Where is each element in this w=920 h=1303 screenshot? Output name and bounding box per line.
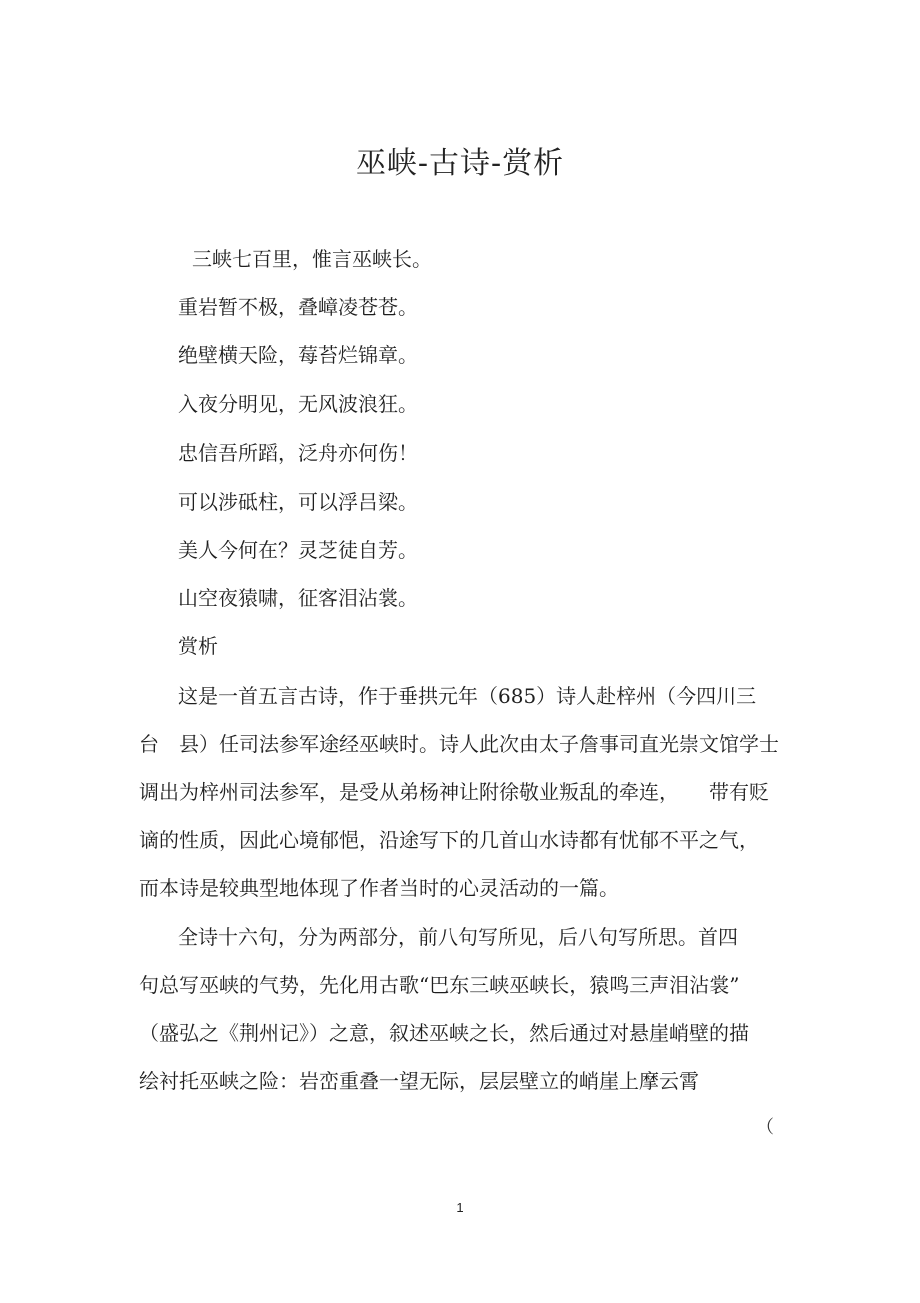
trailing-parenthesis: （	[756, 1117, 774, 1138]
paragraph-line: 调出为梓州司法参军，是受从弟杨神让附徐敬业叛乱的牵连， 带有贬	[139, 780, 769, 804]
poem-line: 山空夜猿啸，征客泪沾裳。	[178, 586, 418, 610]
paragraph-line: （盛弘之《荆州记》）之意，叙述巫峡之长，然后通过对悬崖峭壁的描	[139, 1021, 749, 1045]
section-heading: 赏析	[178, 634, 218, 658]
poem-line: 可以涉砥柱，可以浮吕梁。	[178, 490, 418, 514]
poem-line: 重岩暂不极，叠嶂凌苍苍。	[178, 295, 418, 319]
paragraph-line: 全诗十六句，分为两部分，前八句写所见，后八句写所思。首四	[178, 925, 738, 949]
poem-line: 入夜分明见，无风波浪狂。	[178, 392, 418, 416]
poem-line: 忠信吾所蹈，泛舟亦何伤！	[178, 441, 418, 465]
poem-line: 美人今何在？灵芝徒自芳。	[178, 538, 418, 562]
paragraph-line: 绘衬托巫峡之险：岩峦重叠一望无际，层层壁立的峭崖上摩云霄	[139, 1069, 699, 1093]
document-title: 巫峡-古诗-赏析	[355, 146, 565, 181]
paragraph-line: 谪的性质，因此心境郁悒，沿途写下的几首山水诗都有忧郁不平之气，	[139, 828, 759, 852]
paragraph-line: 句总写巫峡的气势，先化用古歌“巴东三峡巫峡长，猿鸣三声泪沾裳”	[139, 973, 740, 997]
paragraph-line: 台 县）任司法参军途经巫峡时。诗人此次由太子詹事司直光崇文馆学士	[139, 732, 779, 756]
page-number: 1	[456, 1200, 464, 1215]
paragraph-line: 而本诗是较典型地体现了作者当时的心灵活动的一篇。	[139, 876, 619, 900]
poem-line: 三峡七百里，惟言巫峡长。	[192, 247, 432, 271]
paragraph-line: 这是一首五言古诗，作于垂拱元年（685）诗人赴梓州（今四川三	[178, 684, 757, 708]
poem-line: 绝壁横天险，莓苔烂锦章。	[178, 343, 418, 367]
